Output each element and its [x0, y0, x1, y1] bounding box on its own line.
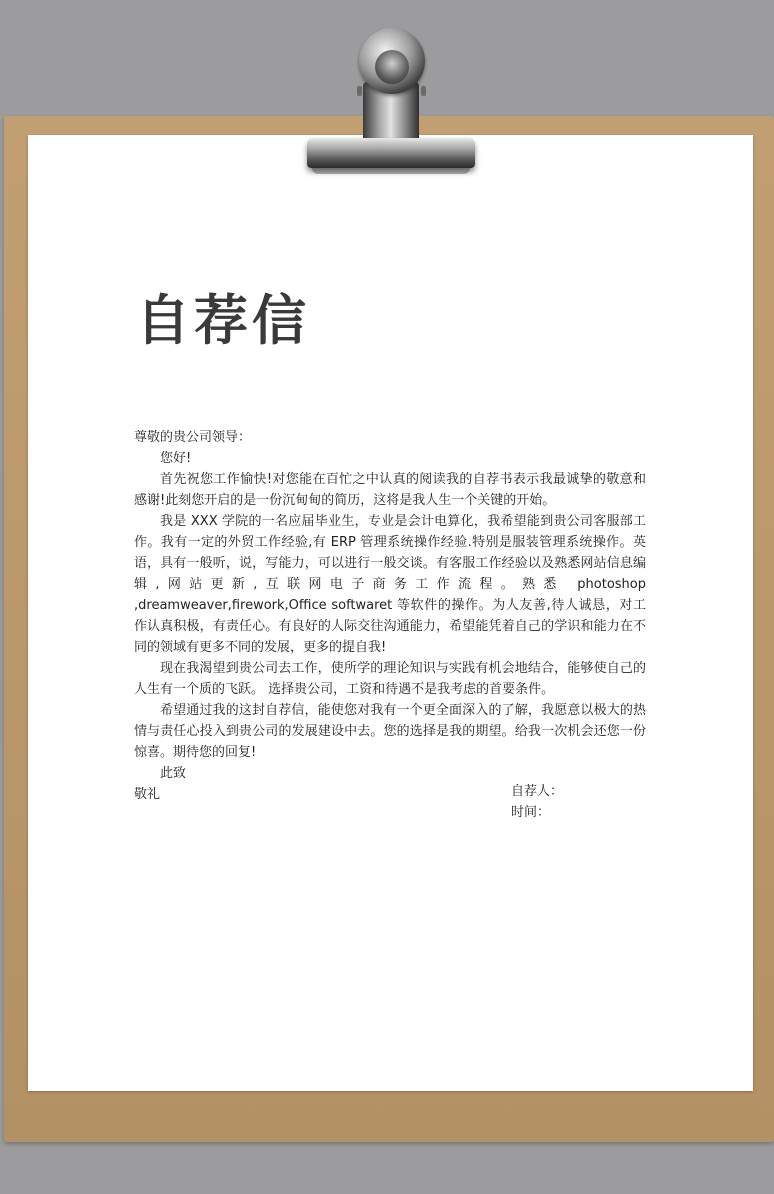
clip-pin-right — [421, 86, 426, 96]
signature-label: 自荐人： — [511, 784, 564, 799]
clip-pin-left — [357, 86, 362, 96]
closing-line-2: 敬礼 — [134, 787, 161, 802]
date-label: 时间： — [511, 805, 551, 820]
closing-line-1: 此致 — [160, 766, 187, 781]
paragraph-1: 首先祝您工作愉快!对您能在百忙之中认真的阅读我的自荐书表示我最诚挚的敬意和感谢!此刻您开启的是一份沉甸甸的简历，这将是我人生一个关键的开始。 — [134, 472, 646, 508]
signature-block — [511, 781, 563, 823]
greeting: 您好! — [160, 451, 192, 466]
paragraph-4: 希望通过我的这封自荐信，能使您对我有一个更全面深入的了解，我愿意以极大的热情与责任心投入到贵公司的发展建设中去。您的选择是我的期望。给我一次机会还您一份惊喜。期待您的回复! — [134, 703, 646, 760]
paragraph-2: 我是 XXX 学院的一名应届毕业生，专业是会计电算化，我希望能到贵公司客服部工作。我有一定的外贸工作经验,有 ERP 管理系统操作经验.特别是服装管理系统操作。英语，具有一般听，说，写能力，可以进行一般交谈。有客服工作经验以及熟悉网站信息编辑,网站更新,互联网电子商务工作流程。熟悉 photoshop ,dreamweaver,firework,Office softwaret 等软件的操作。为人友善,待人诚恳，对工作认真积极，有责任心。有良好的人际交往沟通能力，希望能凭着自己的学识和能力在不同的领域有更多不同的发展，更多的提自我! — [134, 514, 646, 655]
clip-bar — [307, 138, 475, 168]
paragraph-3: 现在我渴望到贵公司去工作，使所学的理论知识与实践有机会地结合，能够使自己的人生有一个质的飞跃。 选择贵公司，工资和待遇不是我考虑的首要条件。 — [134, 661, 646, 697]
letter-body — [134, 427, 646, 805]
clip-hole — [375, 50, 409, 84]
salutation: 尊敬的贵公司领导： — [134, 430, 252, 445]
letter-title: 自荐信 — [136, 289, 310, 352]
